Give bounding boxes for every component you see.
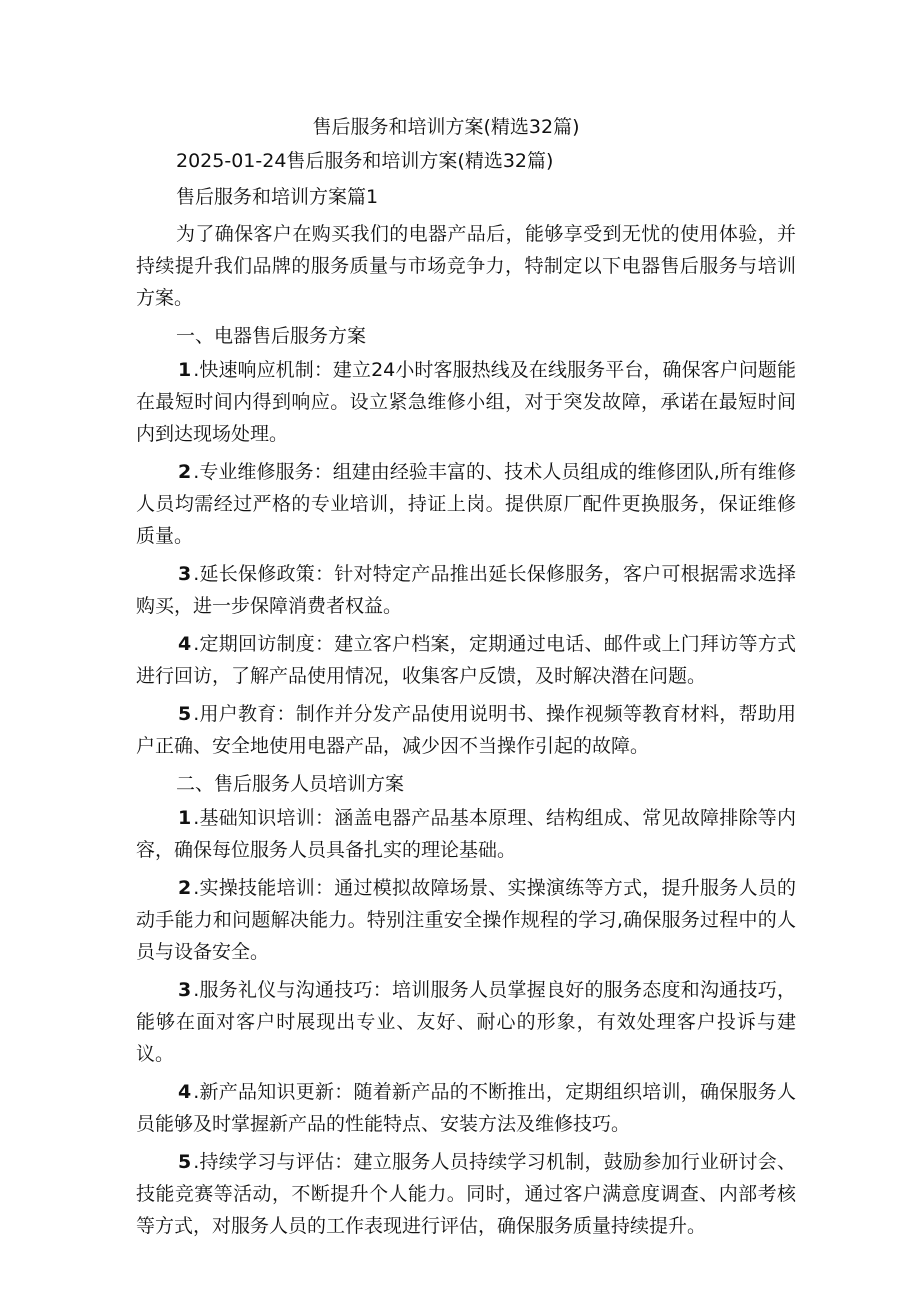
item-text: .持续学习与评估：建立服务人员持续学习机制，鼓励参加行业研讨会、技能竞赛等活动，不断提升个人能力。同时，通过客户满意度调查、内部考核等方式，对服务人员的工作表现进行评估，确保服务质量持续提升。 (136, 1151, 796, 1237)
part1-item (136, 698, 796, 762)
document-page (136, 112, 796, 1248)
document-title: 售后服务和培训方案(精选32篇) (312, 116, 580, 138)
item-text: .快速响应机制：建立24小时客服热线及在线服务平台，确保客户问题能在最短时间内得到响应。设立紧急维修小组，对于突发故障，承诺在最短时间内到达现场处理。 (136, 359, 796, 445)
item-number: 4 (178, 1081, 192, 1103)
section-title: 售后服务和培训方案篇1 (176, 186, 379, 208)
part1-item (136, 558, 796, 622)
part2-item (136, 802, 796, 866)
intro-paragraph: 为了确保客户在购买我们的电器产品后，能够享受到无忧的使用体验，并持续提升我们品牌的服务质量与市场竞争力，特制定以下电器售后服务与培训方案。 (136, 223, 796, 309)
item-number: 5 (178, 703, 192, 725)
part2-item (136, 974, 796, 1070)
item-number: 3 (178, 563, 192, 585)
item-number: 2 (178, 877, 192, 899)
part1-heading: 一、电器售后服务方案 (176, 325, 367, 347)
part2-item (136, 872, 796, 968)
item-number: 4 (178, 633, 192, 655)
document-date-line: 2025-01-24售后服务和培训方案(精选32篇) (176, 150, 554, 172)
item-text: .服务礼仪与沟通技巧：培训服务人员掌握良好的服务态度和沟通技巧，能够在面对客户时展现出专业、友好、耐心的形象，有效处理客户投诉与建议。 (136, 979, 796, 1065)
part2-item (136, 1146, 796, 1242)
item-number: 3 (178, 979, 192, 1001)
item-text: .新产品知识更新：随着新产品的不断推出，定期组织培训，确保服务人员能够及时掌握新产品的性能特点、安装方法及维修技巧。 (136, 1081, 796, 1135)
item-text: .延长保修政策：针对特定产品推出延长保修服务，客户可根据需求选择购买，进一步保障消费者权益。 (136, 563, 796, 617)
item-text: .基础知识培训：涵盖电器产品基本原理、结构组成、常见故障排除等内容，确保每位服务人员具备扎实的理论基础。 (136, 807, 796, 861)
part2-item (136, 1076, 796, 1140)
part2-heading: 二、售后服务人员培训方案 (176, 773, 405, 795)
part1-item (136, 456, 796, 552)
part1-item (136, 354, 796, 450)
item-number: 5 (178, 1151, 192, 1173)
item-text: .实操技能培训：通过模拟故障场景、实操演练等方式，提升服务人员的动手能力和问题解决能力。特别注重安全操作规程的学习,确保服务过程中的人员与设备安全。 (136, 877, 796, 963)
item-number: 1 (178, 807, 192, 829)
item-text: .定期回访制度：建立客户档案，定期通过电话、邮件或上门拜访等方式进行回访，了解产品使用情况，收集客户反馈，及时解决潜在问题。 (136, 633, 796, 687)
item-text: .用户教育：制作并分发产品使用说明书、操作视频等教育材料，帮助用户正确、安全地使用电器产品，减少因不当操作引起的故障。 (136, 703, 796, 757)
item-text: .专业维修服务：组建由经验丰富的、技术人员组成的维修团队,所有维修人员均需经过严格的专业培训，持证上岗。提供原厂配件更换服务，保证维修质量。 (136, 461, 796, 547)
item-number: 2 (178, 461, 192, 483)
item-number: 1 (178, 359, 192, 381)
part1-item (136, 628, 796, 692)
